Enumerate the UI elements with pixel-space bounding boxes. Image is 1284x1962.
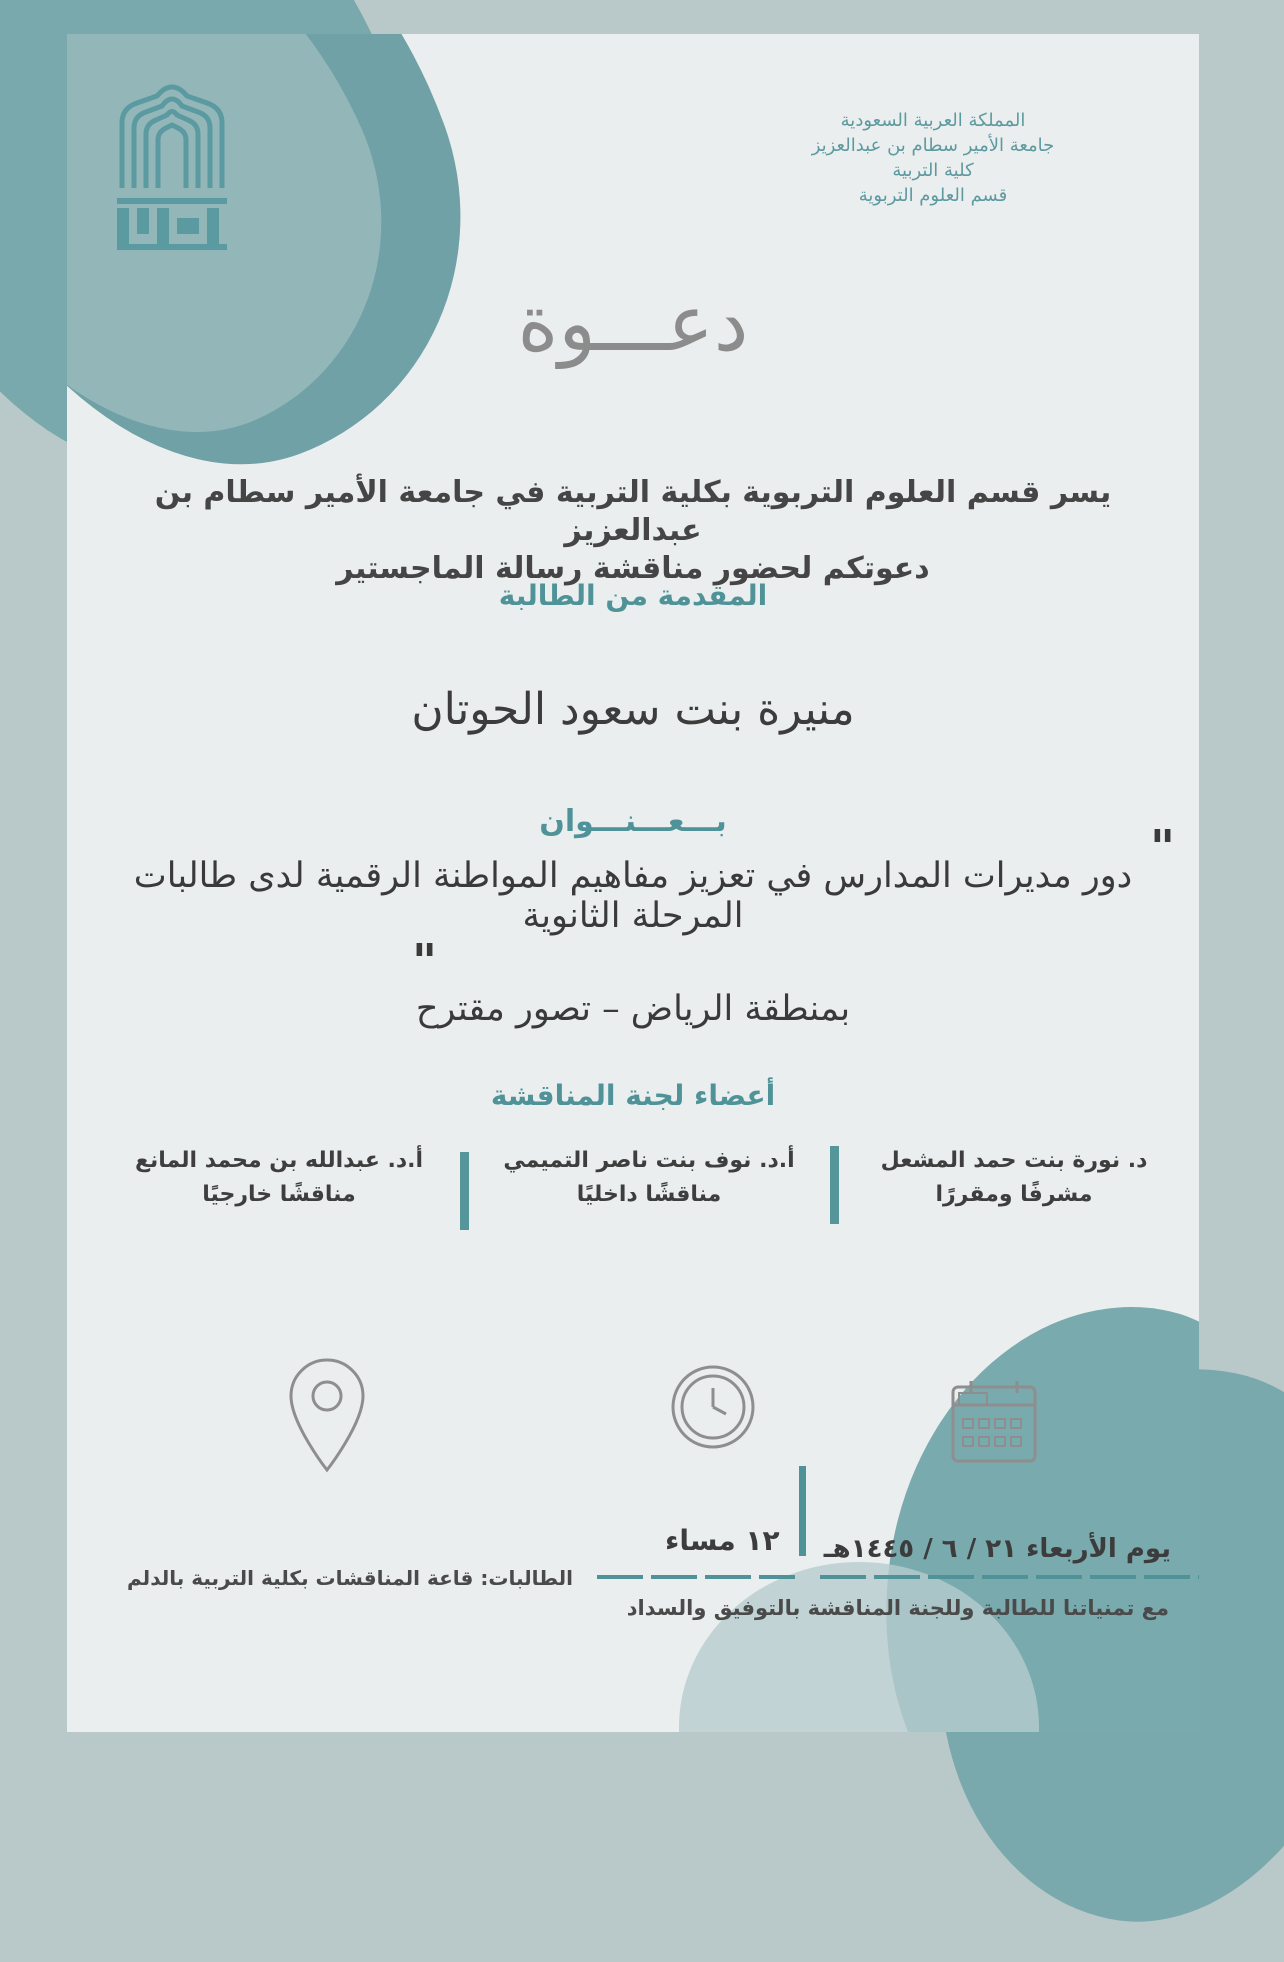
intro-line-1: يسر قسم العلوم التربوية بكلية التربية في جامعة الأمير سطام بن عبدالعزيز bbox=[155, 475, 1113, 548]
member-role: مشرفًا ومقررًا bbox=[936, 1182, 1094, 1207]
member-role: مناقشًا خارجيًا bbox=[203, 1182, 357, 1207]
location-pin-icon bbox=[286, 1354, 370, 1474]
committee-member bbox=[490, 1144, 810, 1212]
college-name: كلية التربية bbox=[893, 160, 975, 181]
thesis-title-line-1: دور مديرات المدارس في تعزيز مفاهيم المواطنة الرقمية لدى طالبات المرحلة الثانوية bbox=[134, 856, 1134, 936]
committee-heading: أعضاء لجنة المناقشة bbox=[491, 1079, 777, 1112]
university-name: جامعة الأمير سطام بن عبدالعزيز bbox=[812, 135, 1056, 156]
member-role: مناقشًا داخليًا bbox=[577, 1182, 723, 1207]
institution-header bbox=[724, 108, 1144, 208]
close-quote: " bbox=[413, 934, 439, 990]
thesis-title-line-2: بمنطقة الرياض – تصور مقترح bbox=[416, 989, 852, 1029]
member-name: أ.د. نوف بنت ناصر التميمي bbox=[504, 1148, 796, 1173]
schedule-divider bbox=[800, 1466, 807, 1556]
student-name: منيرة بنت سعود الحوتان bbox=[412, 684, 856, 735]
member-name: أ.د. عبدالله بن محمد المانع bbox=[135, 1148, 425, 1173]
intro-line-2: دعوتكم لحضور مناقشة رسالة الماجستير bbox=[337, 551, 931, 586]
invitation-card bbox=[68, 34, 1200, 1732]
calendar-icon bbox=[950, 1379, 1040, 1465]
event-date: يوم الأربعاء ٢١ / ٦ / ١٤٤٥هـ bbox=[824, 1534, 1172, 1564]
open-quote: " bbox=[1150, 820, 1176, 876]
member-divider bbox=[461, 1152, 470, 1230]
date-underline bbox=[821, 1575, 1200, 1579]
event-time: ١٢ مساء bbox=[666, 1524, 781, 1557]
invitation-title: دعـــوة bbox=[518, 279, 750, 369]
intro-text bbox=[98, 474, 1170, 588]
closing-wishes: مع تمنياتنا للطالبة وللجنة المناقشة بالتوفيق والسداد bbox=[627, 1596, 1170, 1620]
member-divider bbox=[831, 1146, 840, 1224]
clock-icon bbox=[671, 1364, 757, 1450]
time-underline bbox=[598, 1575, 796, 1579]
kingdom-name: المملكة العربية السعودية bbox=[841, 110, 1027, 131]
title-label: بـــعـــنـــوان bbox=[540, 804, 728, 839]
university-logo bbox=[113, 68, 233, 258]
department-name: قسم العلوم التربوية bbox=[859, 185, 1009, 206]
presented-by-label: المقدمة من الطالبة bbox=[499, 579, 769, 612]
member-name: د. نورة بنت حمد المشعل bbox=[881, 1148, 1149, 1173]
event-venue: الطالبات: قاعة المناقشات بكلية التربية بالدلم bbox=[128, 1566, 574, 1590]
committee-member bbox=[120, 1144, 440, 1212]
committee-members bbox=[88, 1144, 1180, 1234]
committee-member bbox=[850, 1144, 1180, 1212]
